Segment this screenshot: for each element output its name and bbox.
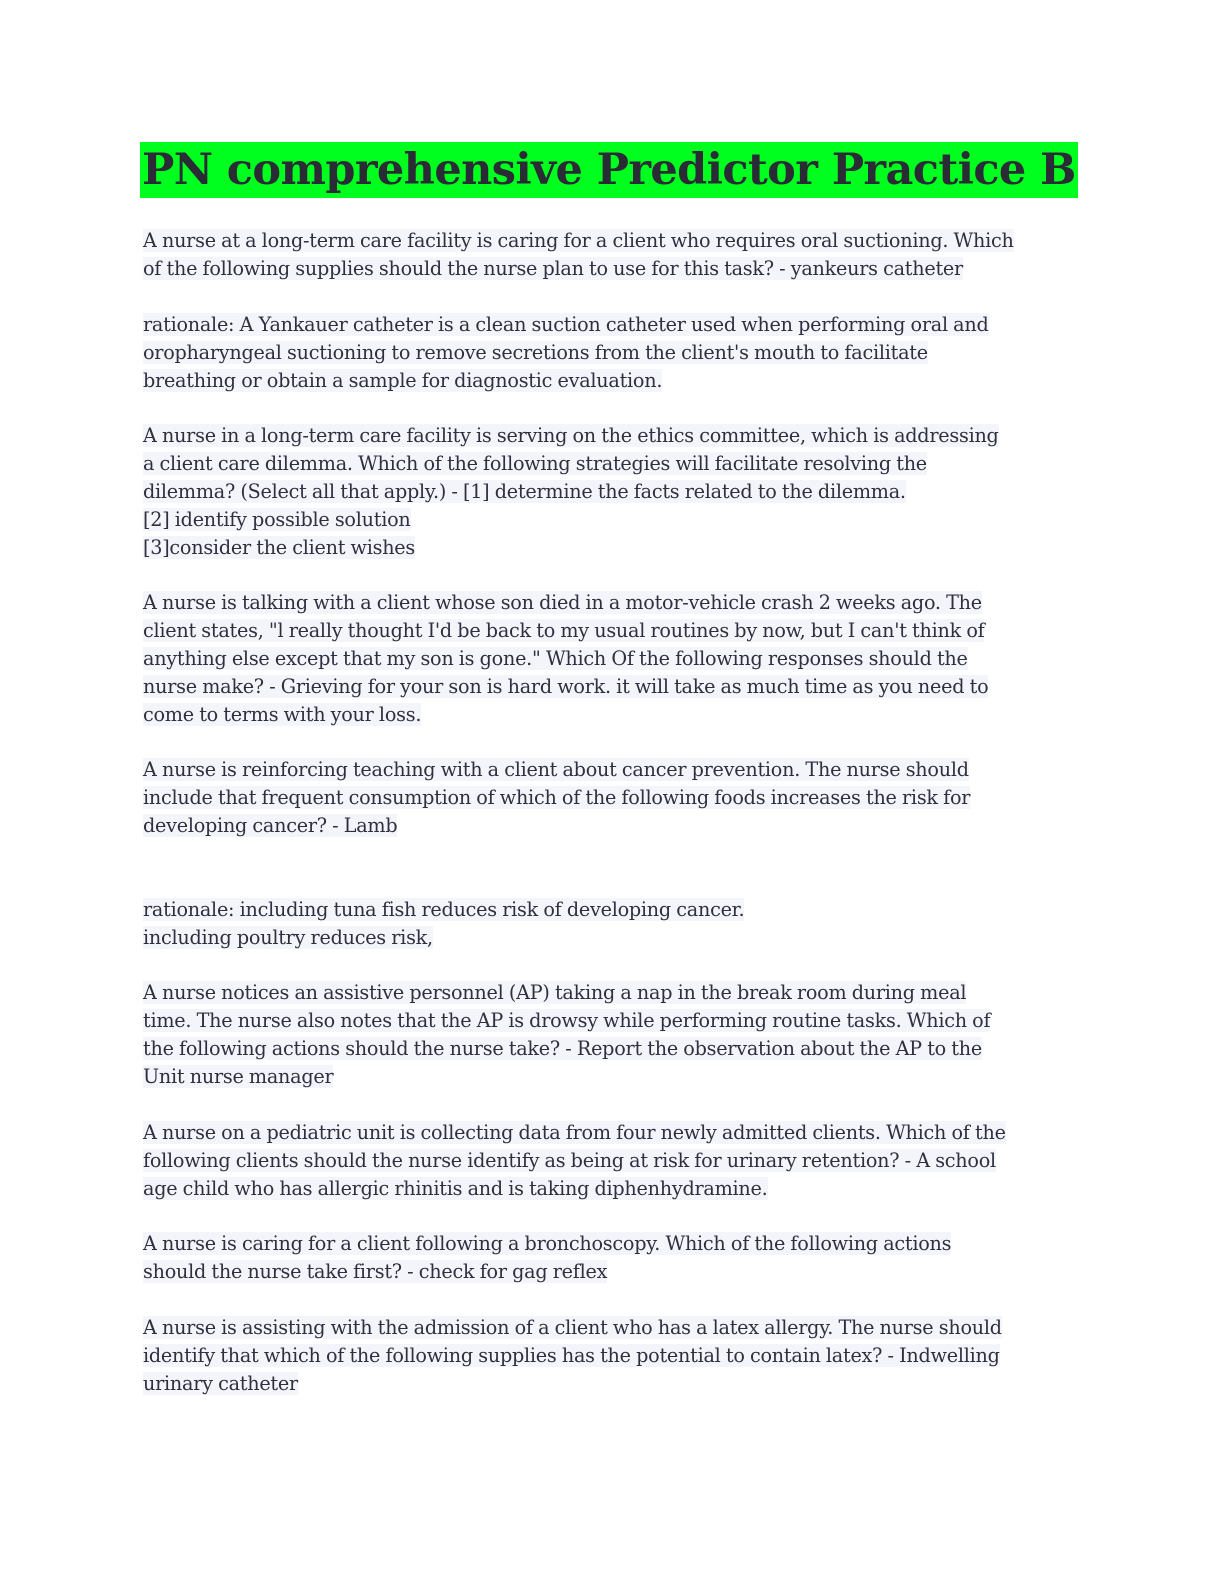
question-latex-allergy xyxy=(143,1314,1073,1398)
text-line: A nurse is assisting with the admission of a client who has a latex allergy. The nurse should xyxy=(143,1316,1002,1339)
text-line: identify that which of the following supplies has the potential to contain latex? - Indwelling xyxy=(143,1344,1000,1367)
text-line: A nurse is reinforcing teaching with a client about cancer prevention. The nurse should xyxy=(143,758,969,781)
text-line: [3]consider the client wishes xyxy=(143,536,416,559)
text-line: nurse make? - Grieving for your son is hard work. it will take as much time as you need to xyxy=(143,675,989,698)
text-line: including poultry reduces risk, xyxy=(143,926,433,949)
document-title: PN comprehensive Predictor Practice B xyxy=(140,142,1078,198)
title-band xyxy=(140,142,1076,198)
text-line: rationale: including tuna fish reduces risk of developing cancer. xyxy=(143,898,745,921)
text-line: following clients should the nurse identify as being at risk for urinary retention? - A school xyxy=(143,1149,996,1172)
text-line: breathing or obtain a sample for diagnostic evaluation. xyxy=(143,369,663,392)
text-line: age child who has allergic rhinitis and is taking diphenhydramine. xyxy=(143,1177,768,1200)
text-line: time. The nurse also notes that the AP is drowsy while performing routine tasks. Which of xyxy=(143,1009,991,1032)
question-ethics-committee xyxy=(143,422,1073,562)
question-cancer-prevention xyxy=(143,756,1073,840)
rationale-cancer-foods xyxy=(143,896,1073,952)
question-urinary-retention xyxy=(143,1119,1073,1203)
text-line: client states, "l really thought I'd be back to my usual routines by now, but I can't think of xyxy=(143,619,985,642)
text-line: include that frequent consumption of which of the following foods increases the risk for xyxy=(143,786,971,809)
text-line: the following actions should the nurse take? - Report the observation about the AP to the xyxy=(143,1037,982,1060)
text-line: A nurse at a long-term care facility is caring for a client who requires oral suctioning. Which xyxy=(143,229,1014,252)
text-line: A nurse in a long-term care facility is serving on the ethics committee, which is addressing xyxy=(143,424,999,447)
question-oral-suctioning xyxy=(143,227,1073,283)
question-grieving-client xyxy=(143,589,1073,729)
text-line: oropharyngeal suctioning to remove secretions from the client's mouth to facilitate xyxy=(143,341,928,364)
text-line: should the nurse take first? - check for gag reflex xyxy=(143,1260,608,1283)
text-line: rationale: A Yankauer catheter is a clean suction catheter used when performing oral and xyxy=(143,313,989,336)
text-line: come to terms with your loss. xyxy=(143,703,422,726)
text-line: A nurse notices an assistive personnel (AP) taking a nap in the break room during meal xyxy=(143,981,967,1004)
text-line: dilemma? (Select all that apply.) - [1] determine the facts related to the dilemma. xyxy=(143,480,906,503)
text-line: a client care dilemma. Which of the following strategies will facilitate resolving the xyxy=(143,452,927,475)
question-bronchoscopy xyxy=(143,1230,1073,1286)
text-line: Unit nurse manager xyxy=(143,1065,334,1088)
text-line: of the following supplies should the nurse plan to use for this task? - yankeurs catheter xyxy=(143,257,963,280)
text-line: anything else except that my son is gone." Which Of the following responses should the xyxy=(143,647,968,670)
text-line: A nurse on a pediatric unit is collecting data from four newly admitted clients. Which of the xyxy=(143,1121,1006,1144)
rationale-yankauer xyxy=(143,311,1073,395)
question-drowsy-ap xyxy=(143,979,1073,1091)
text-line: A nurse is talking with a client whose son died in a motor-vehicle crash 2 weeks ago. The xyxy=(143,591,982,614)
text-line: A nurse is caring for a client following a bronchoscopy. Which of the following actions xyxy=(143,1232,952,1255)
text-line: developing cancer? - Lamb xyxy=(143,814,398,837)
text-line: urinary catheter xyxy=(143,1372,298,1395)
text-line: [2] identify possible solution xyxy=(143,508,411,531)
